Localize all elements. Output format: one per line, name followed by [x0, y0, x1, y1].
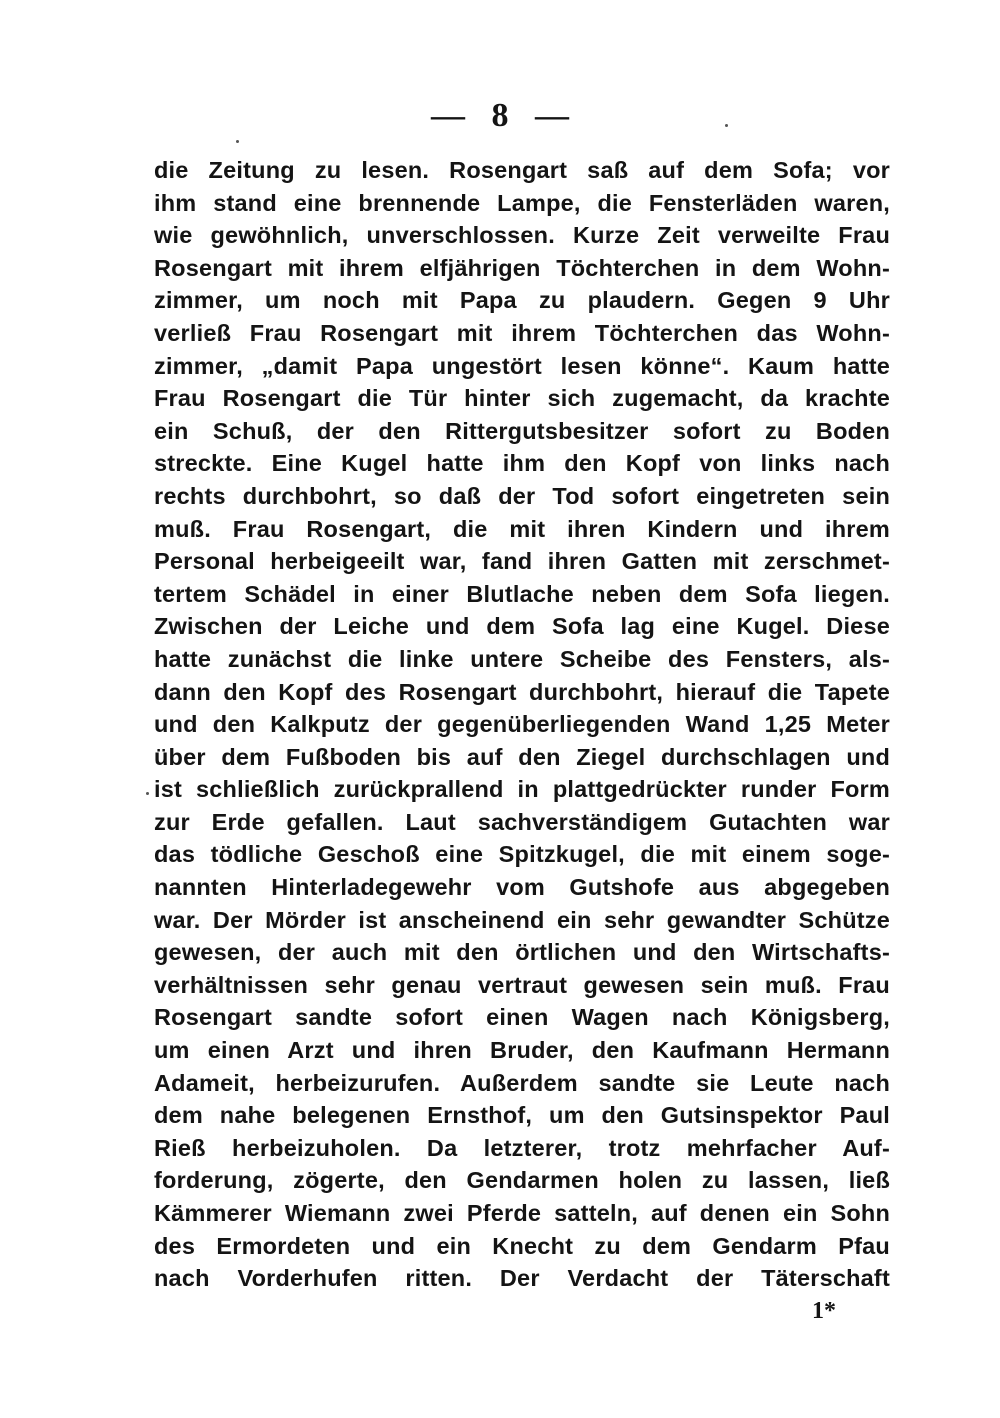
- text-line: rechts durchbohrt, so daß der Tod sofort eingetreten sein: [154, 482, 890, 509]
- text-line: zimmer, „damit Papa ungestört lesen könne“. Kaum hatte: [154, 352, 890, 379]
- text-line: forderung, zögerte, den Gendarmen holen zu lassen, ließ: [154, 1167, 890, 1194]
- printer-signature-mark: 1*: [812, 1298, 836, 1324]
- text-line: ist schließlich zurückprallend in plattgedrückter runder Form: [154, 776, 890, 803]
- text-line: wie gewöhnlich, unverschlossen. Kurze Zeit verweilte Frau: [154, 222, 890, 249]
- text-line: streckte. Eine Kugel hatte ihm den Kopf von links nach: [154, 450, 890, 477]
- text-line: dem nahe belegenen Ernsthof, um den Gutsinspektor Paul: [154, 1102, 890, 1129]
- paper-speck: [725, 124, 728, 127]
- text-line: zimmer, um noch mit Papa zu plaudern. Gegen 9 Uhr: [154, 287, 890, 314]
- text-line: und den Kalkputz der gegenüberliegenden Wand 1,25 Meter: [154, 711, 890, 738]
- text-line: tertem Schädel in einer Blutlache neben dem Sofa liegen.: [154, 580, 890, 607]
- text-line: war. Der Mörder ist anscheinend ein sehr gewandter Schütze: [154, 906, 890, 933]
- text-line: dann den Kopf des Rosengart durchbohrt, hierauf die Tapete: [154, 678, 890, 705]
- header-left-dash: —: [431, 97, 465, 134]
- text-line: um einen Arzt und ihren Bruder, den Kaufmann Hermann: [154, 1037, 890, 1064]
- text-line: Zwischen der Leiche und dem Sofa lag eine Kugel. Diese: [154, 613, 890, 640]
- text-line: gewesen, der auch mit den örtlichen und den Wirtschafts-: [154, 939, 890, 966]
- text-line: verließ Frau Rosengart mit ihrem Töchterchen das Wohn-: [154, 319, 890, 346]
- header-right-dash: —: [535, 97, 569, 134]
- page-number-header: [0, 96, 1000, 136]
- text-line: Adameit, herbeizurufen. Außerdem sandte sie Leute nach: [154, 1069, 890, 1096]
- page-number: 8: [491, 97, 509, 134]
- paper-speck: [236, 140, 239, 143]
- text-line: muß. Frau Rosengart, die mit ihren Kindern und ihrem: [154, 515, 890, 542]
- text-line: ein Schuß, der den Rittergutsbesitzer sofort zu Boden: [154, 417, 890, 444]
- text-line: nach Vorderhufen ritten. Der Verdacht der Täterschaft: [154, 1265, 890, 1292]
- text-line: nannten Hinterladegewehr vom Gutshofe aus abgegeben: [154, 874, 890, 901]
- text-line: zur Erde gefallen. Laut sachverständigem Gutachten war: [154, 808, 890, 835]
- text-line: Rosengart mit ihrem elfjährigen Töchterchen in dem Wohn-: [154, 254, 890, 281]
- text-line: Rieß herbeizuholen. Da letzterer, trotz mehrfacher Auf-: [154, 1134, 890, 1161]
- text-line: verhältnissen sehr genau vertraut gewesen sein muß. Frau: [154, 971, 890, 998]
- text-line: Rosengart sandte sofort einen Wagen nach Königsberg,: [154, 1004, 890, 1031]
- text-line: des Ermordeten und ein Knecht zu dem Gendarm Pfau: [154, 1232, 890, 1259]
- text-line: Frau Rosengart die Tür hinter sich zugemacht, da krachte: [154, 385, 890, 412]
- text-line: die Zeitung zu lesen. Rosengart saß auf dem Sofa; vor: [154, 157, 890, 183]
- text-line: Personal herbeigeeilt war, fand ihren Gatten mit zerschmet-: [154, 548, 890, 575]
- text-line: hatte zunächst die linke untere Scheibe des Fensters, als-: [154, 645, 890, 672]
- text-line: Kämmerer Wiemann zwei Pferde satteln, auf denen ein Sohn: [154, 1200, 890, 1226]
- text-line: ihm stand eine brennende Lampe, die Fensterläden waren,: [154, 189, 890, 216]
- body-text: [154, 154, 890, 1295]
- text-line: das tödliche Geschoß eine Spitzkugel, die mit einem soge-: [154, 841, 890, 868]
- text-line: über dem Fußboden bis auf den Ziegel durchschlagen und: [154, 743, 890, 770]
- paper-speck: [146, 792, 149, 795]
